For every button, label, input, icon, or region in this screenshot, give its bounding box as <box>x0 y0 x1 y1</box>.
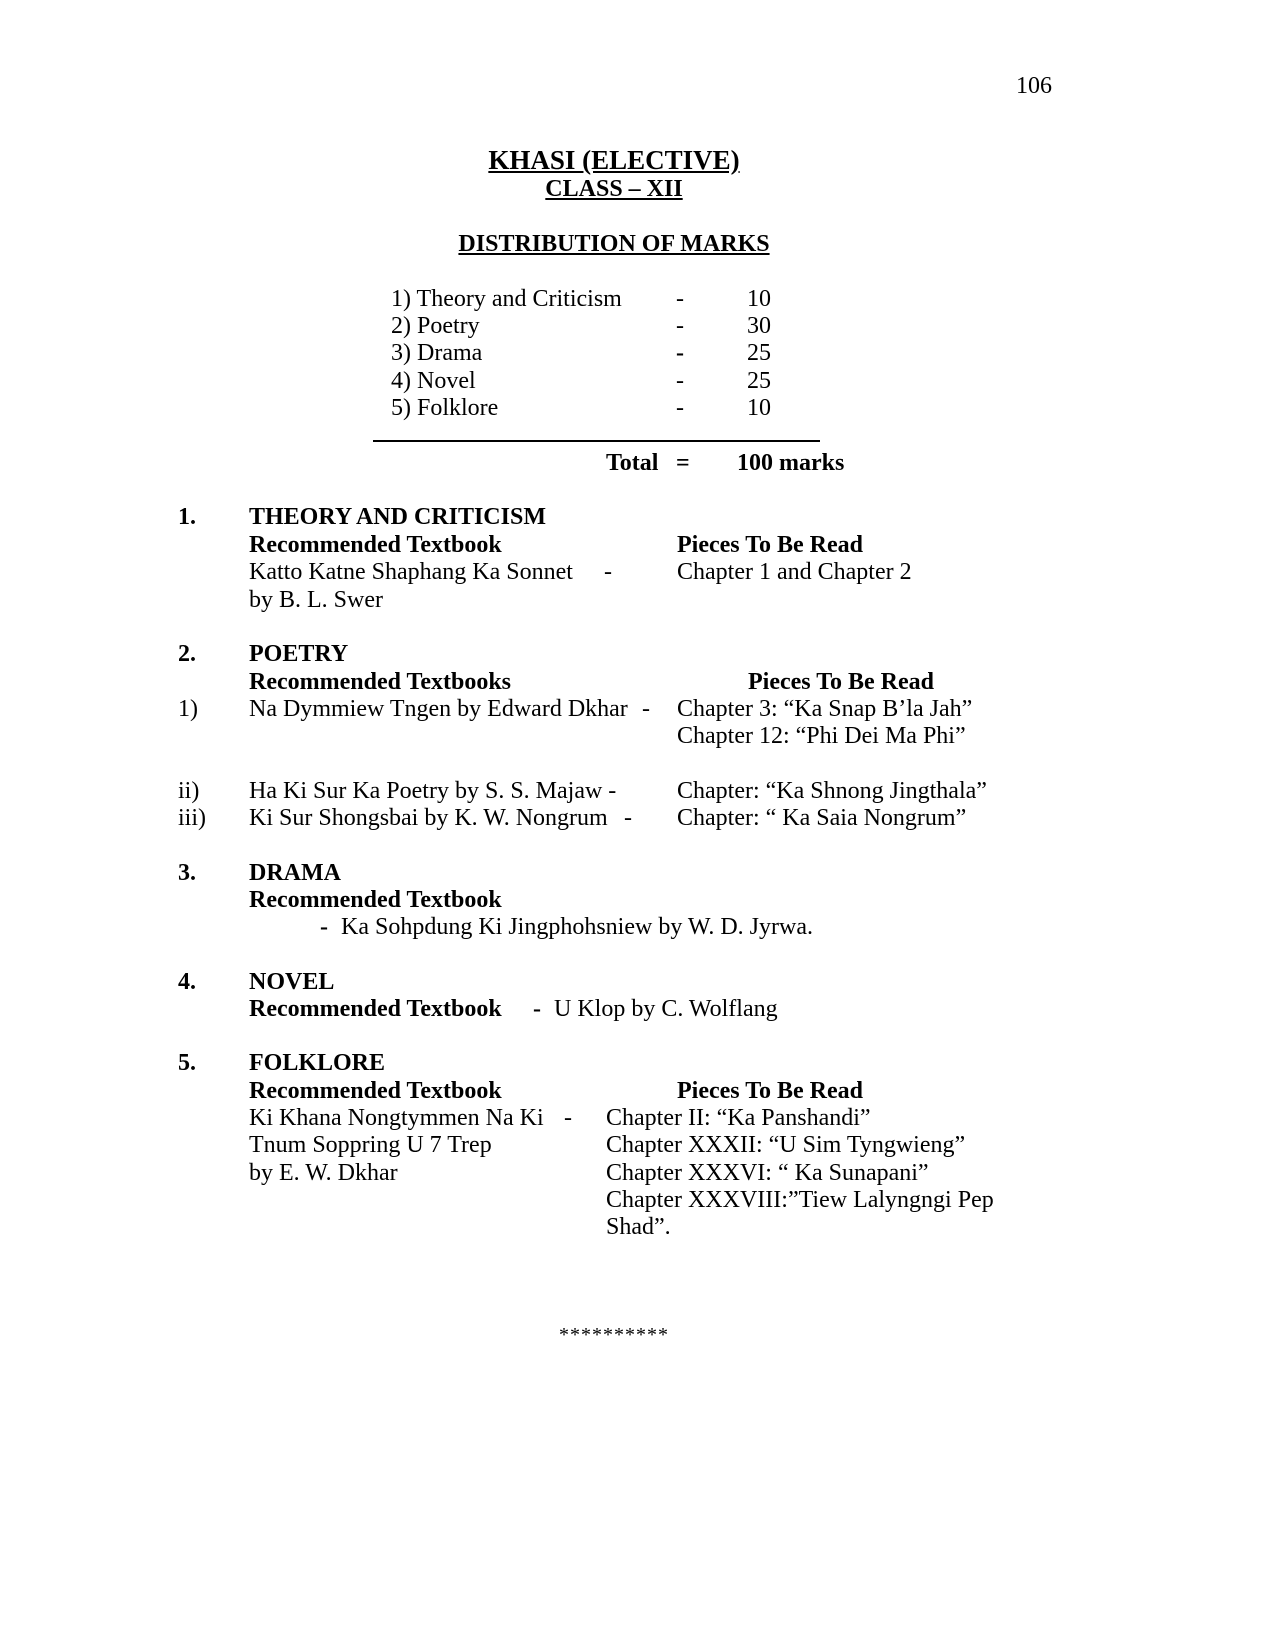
distribution-dash: - <box>676 368 684 394</box>
textbook-author: by B. L. Swer <box>249 587 383 613</box>
piece-item: Chapter II: “Ka Panshandi” <box>606 1105 871 1131</box>
textbook-dash: - <box>533 996 541 1022</box>
section-heading: THEORY AND CRITICISM <box>249 504 546 530</box>
distribution-dash: - <box>676 395 684 421</box>
distribution-marks: 10 <box>747 395 771 421</box>
item-number: 1) <box>178 696 198 722</box>
textbook-header: Recommended Textbook <box>249 887 502 913</box>
piece-item: Chapter XXXVIII:”Tiew Lalyngngi Pep <box>606 1187 994 1213</box>
page-title: KHASI (ELECTIVE) <box>488 145 740 175</box>
pieces-header: Pieces To Be Read <box>677 1078 863 1104</box>
textbook-author: by E. W. Dkhar <box>249 1160 398 1186</box>
textbook-header: Recommended Textbook <box>249 532 502 558</box>
distribution-label: 5) Folklore <box>391 395 499 421</box>
distribution-dash: - <box>676 340 684 366</box>
distribution-label: 2) Poetry <box>391 313 480 339</box>
distribution-label: 1) Theory and Criticism <box>391 286 622 312</box>
textbook-header: Recommended Textbooks <box>249 669 512 695</box>
piece-item: Shad”. <box>606 1214 671 1240</box>
distribution-marks: 10 <box>747 286 771 312</box>
textbook-dash: - <box>564 1105 572 1131</box>
textbook-dash: - <box>320 914 328 940</box>
total-equals: = <box>676 450 690 476</box>
textbook-header: Recommended Textbook <box>249 1078 502 1104</box>
distribution-marks: 30 <box>747 313 771 339</box>
section-number: 4. <box>178 969 196 995</box>
end-marker: ********** <box>559 1324 669 1346</box>
textbook-title: Katto Katne Shaphang Ka Sonnet <box>249 559 573 585</box>
total-label: Total <box>606 450 659 476</box>
textbook-dash: - <box>604 559 612 585</box>
textbook-title: Ka Sohpdung Ki Jingphohsniew by W. D. Jyrwa. <box>341 914 813 940</box>
piece-item: Chapter: “Ka Shnong Jingthala” <box>677 778 987 804</box>
item-number: iii) <box>178 805 206 831</box>
textbook-title: Ha Ki Sur Ka Poetry by S. S. Majaw - <box>249 778 617 804</box>
distribution-dash: - <box>676 313 684 339</box>
textbook-title: Ki Sur Shongsbai by K. W. Nongrum <box>249 805 608 831</box>
textbook-title: Tnum Soppring U 7 Trep <box>249 1132 492 1158</box>
piece-item: Chapter 3: “Ka Snap B’la Jah” <box>677 696 973 722</box>
textbook-header: Recommended Textbook <box>249 996 502 1022</box>
piece-item: Chapter XXXII: “U Sim Tyngwieng” <box>606 1132 966 1158</box>
textbook-title: Ki Khana Nongtymmen Na Ki <box>249 1105 544 1131</box>
section-number: 1. <box>178 504 196 530</box>
distribution-heading: DISTRIBUTION OF MARKS <box>458 231 770 257</box>
textbook-dash: - <box>642 696 650 722</box>
section-number: 3. <box>178 860 196 886</box>
piece-item: Chapter 12: “Phi Dei Ma Phi” <box>677 723 966 749</box>
distribution-dash: - <box>676 286 684 312</box>
distribution-marks: 25 <box>747 340 771 366</box>
distribution-label: 3) Drama <box>391 340 483 366</box>
total-divider <box>373 440 820 442</box>
section-heading: DRAMA <box>249 860 341 886</box>
piece-item: Chapter XXXVI: “ Ka Sunapani” <box>606 1160 929 1186</box>
section-heading: NOVEL <box>249 969 335 995</box>
class-label: CLASS – XII <box>545 176 683 202</box>
textbook-title: Na Dymmiew Tngen by Edward Dkhar <box>249 696 628 722</box>
item-number: ii) <box>178 778 200 804</box>
section-number: 5. <box>178 1050 196 1076</box>
section-heading: FOLKLORE <box>249 1050 386 1076</box>
textbook-dash: - <box>624 805 632 831</box>
section-heading: POETRY <box>249 641 349 667</box>
piece-item: Chapter: “ Ka Saia Nongrum” <box>677 805 967 831</box>
distribution-marks: 25 <box>747 368 771 394</box>
distribution-label: 4) Novel <box>391 368 476 394</box>
page-number: 106 <box>1016 73 1052 99</box>
section-number: 2. <box>178 641 196 667</box>
total-value: 100 marks <box>737 450 845 476</box>
piece-item: Chapter 1 and Chapter 2 <box>677 559 912 585</box>
textbook-title: U Klop by C. Wolflang <box>554 996 778 1022</box>
pieces-header: Pieces To Be Read <box>748 669 934 695</box>
pieces-header: Pieces To Be Read <box>677 532 863 558</box>
